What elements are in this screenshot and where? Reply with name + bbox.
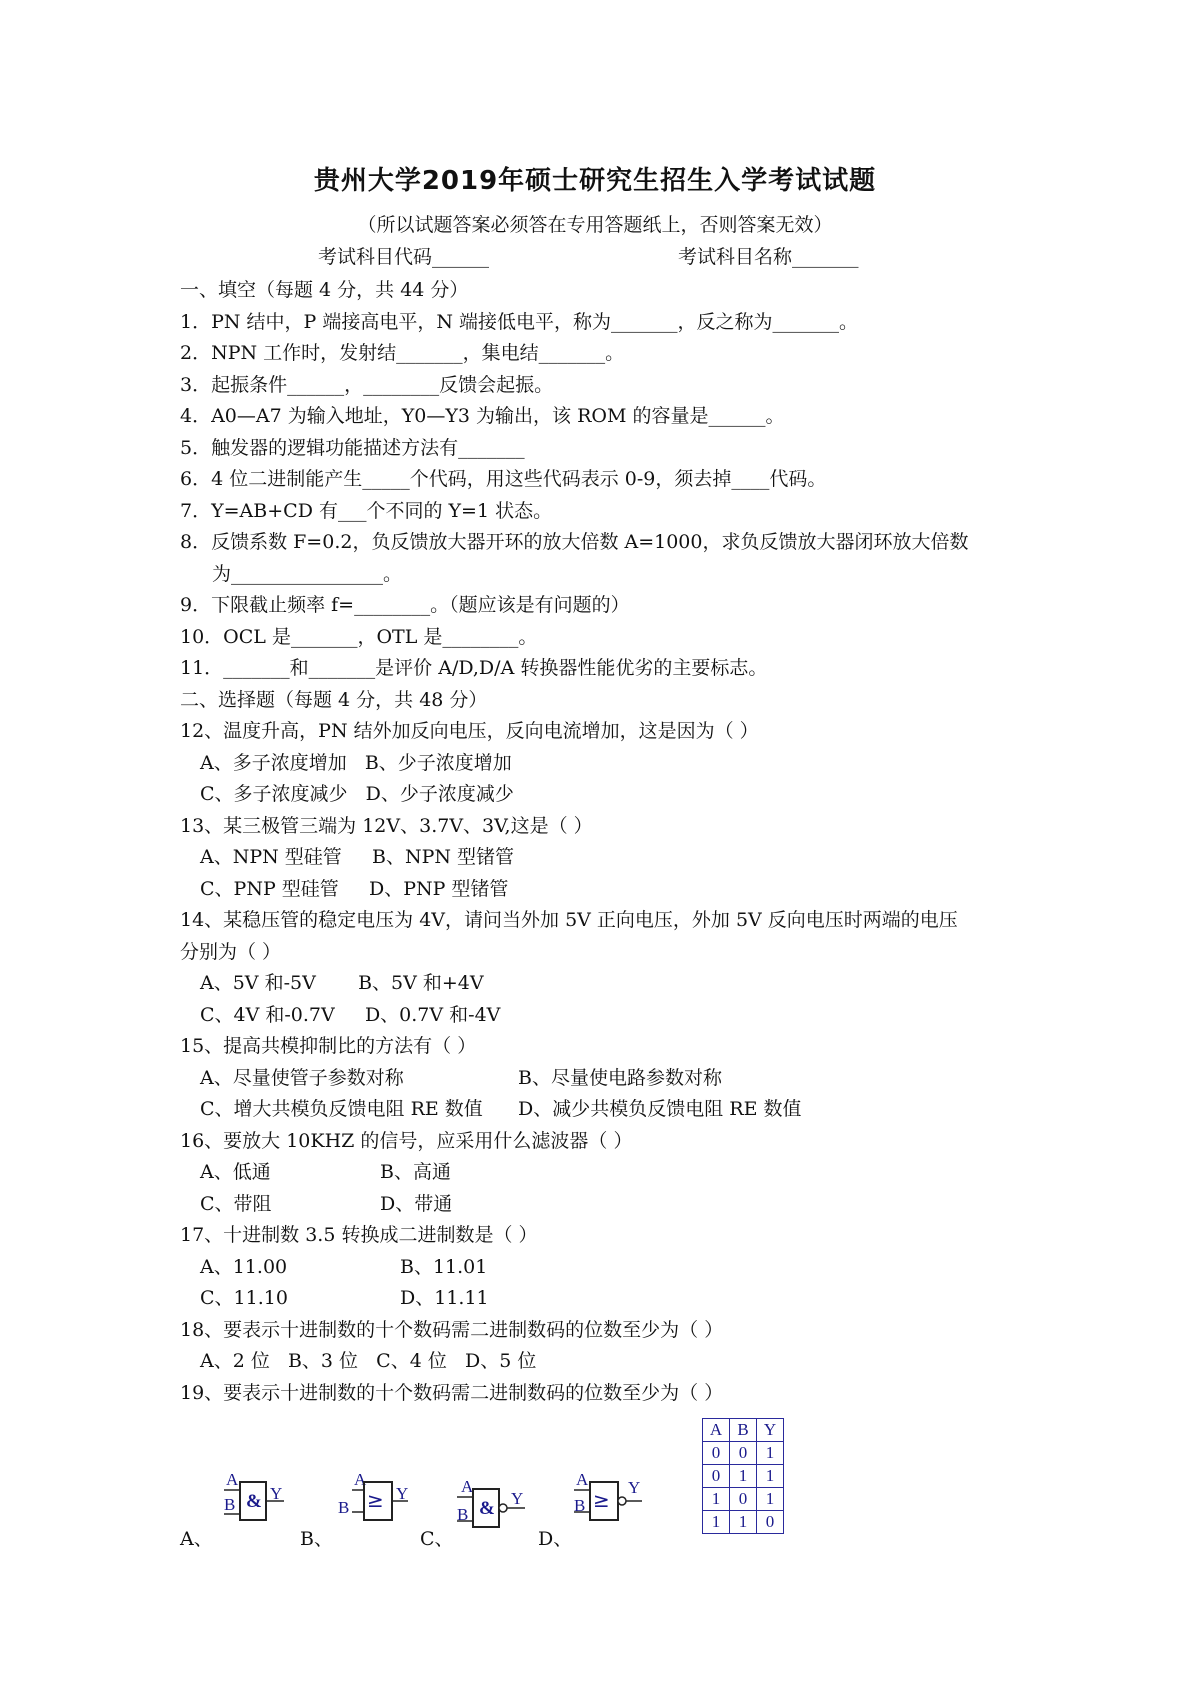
truth-table-row bbox=[703, 1442, 784, 1465]
question-4: 4．A0—A7 为输入地址，Y0—Y3 为输出，该 ROM 的容量是______。 bbox=[180, 405, 785, 427]
gate-c-symbol: & bbox=[479, 1498, 495, 1519]
question-15-option-d: D、减少共模负反馈电阻 RE 数值 bbox=[518, 1098, 802, 1120]
truth-table-row bbox=[703, 1488, 784, 1511]
gate-a-output-label: Y bbox=[270, 1484, 283, 1503]
truth-table-cell: 1 bbox=[757, 1488, 784, 1511]
question-17-option-a: A、11.00 bbox=[200, 1256, 288, 1278]
question-17: 17、十进制数 3.5 转换成二进制数是（ ） bbox=[180, 1224, 538, 1246]
truth-table-cell: 0 bbox=[730, 1488, 757, 1511]
gate-d-input-a-label: A bbox=[576, 1470, 589, 1489]
truth-table-cell: 0 bbox=[703, 1465, 730, 1488]
question-15-option-c: C、增大共模负反馈电阻 RE 数值 bbox=[200, 1098, 483, 1120]
question-16-option-d: D、带通 bbox=[380, 1193, 453, 1215]
nand-gate-icon bbox=[455, 1475, 535, 1549]
subject-name-field: 考试科目名称_______ bbox=[678, 246, 859, 268]
truth-table-cell: 1 bbox=[703, 1488, 730, 1511]
question-14: 14、某稳压管的稳定电压为 4V，请问当外加 5V 正向电压，外加 5V 反向电压时两端的电压 bbox=[180, 909, 958, 931]
and-gate-icon bbox=[222, 1468, 292, 1542]
question-5: 5．触发器的逻辑功能描述方法有_______ bbox=[180, 437, 525, 459]
exam-title: 贵州大学2019年硕士研究生招生入学考试试题 bbox=[313, 166, 877, 196]
exam-instructions: （所以试题答案必须答在专用答题纸上，否则答案无效） bbox=[357, 214, 833, 236]
question-12-options-ab: A、多子浓度增加 B、少子浓度增加 bbox=[200, 752, 512, 774]
truth-table-cell: 0 bbox=[757, 1511, 784, 1534]
gate-d-symbol: ≥ bbox=[593, 1488, 610, 1512]
gate-d-output-label: Y bbox=[628, 1478, 641, 1497]
question-13-options-cd: C、PNP 型硅管 D、PNP 型锗管 bbox=[200, 878, 509, 900]
truth-table-row bbox=[703, 1511, 784, 1534]
question-11: 11．_______和_______是评价 A/D,D/A 转换器性能优劣的主要标志。 bbox=[180, 657, 768, 679]
truth-table-header-row bbox=[703, 1419, 784, 1442]
question-9: 9．下限截止频率 f=________。（题应该是有问题的） bbox=[180, 594, 630, 616]
question-18: 18、要表示十进制数的十个数码需二进制数码的位数至少为（ ） bbox=[180, 1319, 724, 1341]
truth-table bbox=[702, 1418, 784, 1534]
question-10: 10．OCL 是_______，OTL 是________。 bbox=[180, 626, 538, 648]
gate-b-symbol: ≥ bbox=[367, 1488, 384, 1512]
question-16-option-c: C、带阻 bbox=[200, 1193, 272, 1215]
question-12-options-cd: C、多子浓度减少 D、少子浓度减少 bbox=[200, 783, 514, 805]
gate-a-input-a-label: A bbox=[226, 1470, 239, 1489]
question-15-option-a: A、尽量使管子参数对称 bbox=[200, 1067, 404, 1089]
truth-table-header: B bbox=[730, 1419, 757, 1442]
question-14-continued: 分别为（ ） bbox=[180, 941, 282, 963]
question-17-option-c: C、11.10 bbox=[200, 1287, 288, 1309]
question-19: 19、要表示十进制数的十个数码需二进制数码的位数至少为（ ） bbox=[180, 1382, 724, 1404]
question-2: 2．NPN 工作时，发射结_______，集电结_______。 bbox=[180, 342, 625, 364]
question-15-option-b: B、尽量使电路参数对称 bbox=[518, 1067, 722, 1089]
truth-table-header: A bbox=[703, 1419, 730, 1442]
question-18-options: A、2 位 B、3 位 C、4 位 D、5 位 bbox=[200, 1350, 537, 1372]
gate-b-output-label: Y bbox=[396, 1484, 409, 1503]
question-19-option-d-label: D、 bbox=[538, 1528, 573, 1550]
section-heading-fill-blank: 一、填空（每题 4 分，共 44 分） bbox=[180, 279, 469, 301]
or-gate-icon bbox=[338, 1468, 418, 1542]
question-3: 3．起振条件______，________反馈会起振。 bbox=[180, 374, 554, 396]
truth-table-cell: 1 bbox=[757, 1442, 784, 1465]
question-14-options-ab: A、5V 和-5V B、5V 和+4V bbox=[200, 972, 484, 994]
truth-table-row bbox=[703, 1465, 784, 1488]
truth-table-header: Y bbox=[757, 1419, 784, 1442]
question-8-continued: 为________________。 bbox=[212, 563, 403, 585]
question-19-option-b-label: B、 bbox=[300, 1528, 333, 1550]
question-13: 13、某三极管三端为 12V、3.7V、3V,这是（ ） bbox=[180, 815, 593, 837]
question-19-option-c-label: C、 bbox=[420, 1528, 454, 1550]
question-19-option-a-label: A、 bbox=[180, 1528, 213, 1550]
gate-c-output-label: Y bbox=[511, 1489, 524, 1508]
question-14-options-cd: C、4V 和-0.7V D、0.7V 和-4V bbox=[200, 1004, 501, 1026]
question-16-option-b: B、高通 bbox=[380, 1161, 451, 1183]
truth-table-cell: 1 bbox=[730, 1465, 757, 1488]
nor-gate-icon bbox=[572, 1468, 652, 1542]
question-17-option-b: B、11.01 bbox=[400, 1256, 488, 1278]
gate-a-symbol: & bbox=[246, 1491, 262, 1512]
question-15: 15、提高共模抑制比的方法有（ ） bbox=[180, 1035, 477, 1057]
question-16-option-a: A、低通 bbox=[200, 1161, 271, 1183]
question-16: 16、要放大 10KHZ 的信号，应采用什么滤波器（ ） bbox=[180, 1130, 633, 1152]
question-6: 6．4 位二进制能产生_____个代码，用这些代码表示 0-9，须去掉____代码。 bbox=[180, 468, 827, 490]
question-7: 7．Y=AB+CD 有___个不同的 Y=1 状态。 bbox=[180, 500, 553, 522]
subject-code-field: 考试科目代码______ bbox=[318, 246, 490, 268]
question-17-option-d: D、11.11 bbox=[400, 1287, 489, 1309]
gate-c-input-b-label: B bbox=[457, 1505, 469, 1524]
truth-table-cell: 1 bbox=[730, 1511, 757, 1534]
question-12: 12、温度升高，PN 结外加反向电压，反向电流增加，这是因为（ ） bbox=[180, 720, 759, 742]
section-heading-choice: 二、选择题（每题 4 分，共 48 分） bbox=[180, 689, 488, 711]
gate-c-input-a-label: A bbox=[461, 1477, 474, 1496]
truth-table-cell: 0 bbox=[730, 1442, 757, 1465]
gate-a-input-b-label: B bbox=[224, 1495, 236, 1514]
question-8: 8．反馈系数 F=0.2，负反馈放大器开环的放大倍数 A=1000，求负反馈放大器闭环放大倍数 bbox=[180, 531, 969, 553]
truth-table-cell: 0 bbox=[703, 1442, 730, 1465]
question-13-options-ab: A、NPN 型硅管 B、NPN 型锗管 bbox=[200, 846, 515, 868]
gate-b-input-b-label: B bbox=[338, 1498, 350, 1517]
gate-d-input-b-label: B bbox=[574, 1496, 586, 1515]
question-1: 1．PN 结中，P 端接高电平，N 端接低电平，称为_______，反之称为_______。 bbox=[180, 311, 859, 333]
truth-table-cell: 1 bbox=[757, 1465, 784, 1488]
gate-b-input-a-label: A bbox=[354, 1470, 367, 1489]
truth-table-cell: 1 bbox=[703, 1511, 730, 1534]
